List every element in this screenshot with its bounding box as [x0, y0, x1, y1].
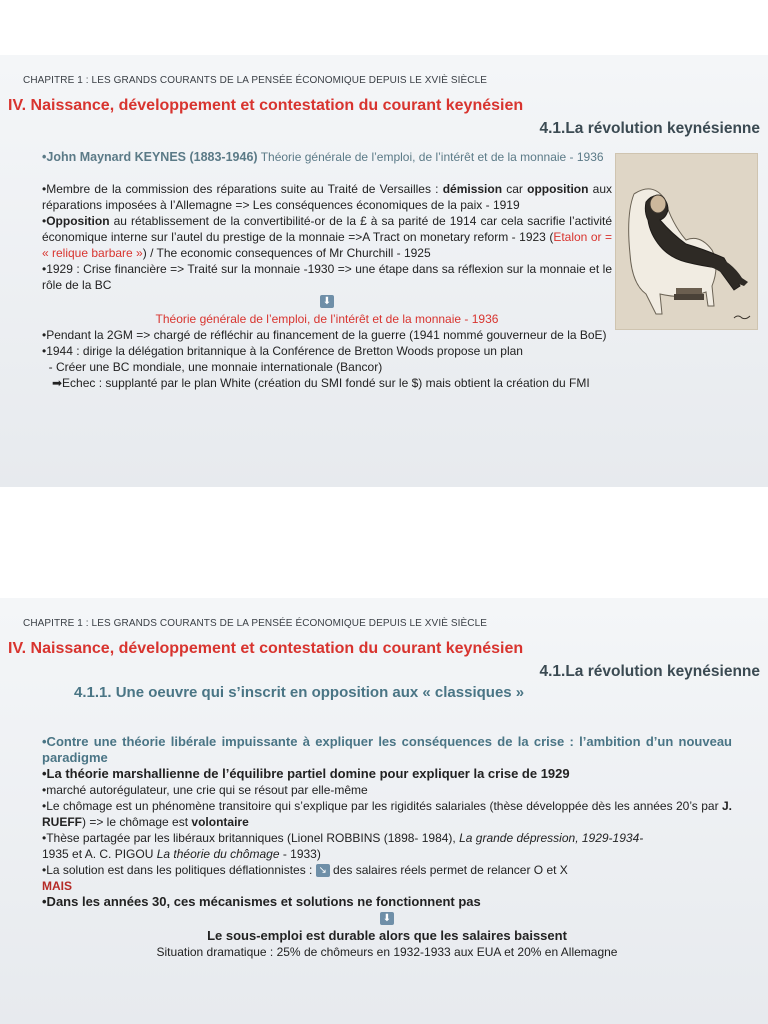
text: 1935 et A. C. PIGOU — [42, 847, 157, 861]
bullet-chomage-transitoire — [42, 798, 732, 830]
arrow-down-icon: ⬇ — [320, 295, 334, 308]
situation-dramatique-line: Situation dramatique : 25% de chômeurs en 1932-1933 aux EUA et 20% en Allemagne — [156, 945, 618, 959]
bullet-deflationnistes — [42, 862, 732, 878]
paragraph-bancor: - Créer une BC mondiale, une monnaie internationale (Bancor) — [42, 360, 383, 374]
text: ) => le chômage est — [82, 815, 192, 829]
arrow-row — [42, 293, 612, 311]
bold-rueff: J. RUEFF — [42, 799, 732, 829]
text: car — [502, 182, 528, 196]
text: •Membre de la commission des réparations suite au Traité de Versailles : — [42, 182, 443, 196]
paragraph-1944: •1944 : dirige la délégation britannique à la Conférence de Bretton Woods propose un plan — [42, 344, 523, 358]
spacer — [42, 165, 612, 181]
chapter-header: CHAPITRE 1 : LES GRANDS COURANTS DE LA PENSÉE ÉCONOMIQUE DEPUIS LE XVIÈ SIÈCLE — [23, 75, 488, 86]
paragraph-reparations — [42, 181, 612, 213]
text: - 1933) — [279, 847, 321, 861]
arrow-down-right-icon: ↘ — [316, 864, 330, 877]
paragraph-1929: •1929 : Crise financière => Traité sur la monnaie -1930 => une étape dans sa réflexion sur la monnaie et le rôle de la BC — [42, 262, 612, 292]
sous-emploi-line: Le sous-emploi est durable alors que les salaires baissent — [207, 928, 567, 943]
bullet-liberaux-britanniques — [42, 830, 732, 862]
bold-demission: démission — [442, 182, 503, 196]
italic-grande-depression: La grande dépression, 1929-1934- — [459, 831, 644, 845]
paragraph-convertibilite — [42, 213, 612, 261]
text: au rétablissement de la convertibilité-or de la £ à sa parité de 1914 car cela sacrifie l’activité économique interne sur l’autel du prestige de la monnaie =>A Tract on monetary reform - 1923 ( — [42, 214, 612, 244]
bullet-annees-30: •Dans les années 30, ces mécanismes et solutions ne fonctionnent pas — [42, 894, 481, 909]
keynes-work: Théorie générale de l’emploi, de l’intérêt et de la monnaie - 1936 — [257, 150, 604, 164]
section-title: IV. Naissance, développement et contestation du courant keynésien — [8, 640, 524, 657]
text: •Thèse partagée par les libéraux britanniques (Lionel ROBBINS (1898- 1984), — [42, 831, 460, 845]
subsection-title: 4.1.La révolution keynésienne — [539, 120, 760, 137]
arrow-down-icon: ⬇ — [380, 912, 394, 925]
bullet-marche-autoregulateur: •marché autorégulateur, une crie qui se résout par elle-même — [42, 783, 368, 797]
bullet-nouveau-paradigme: •Contre une théorie libérale impuissante à expliquer les conséquences de la crise : l’ambition d’un nouveau paradigme — [42, 734, 732, 765]
bold-volontaire: volontaire — [191, 815, 249, 829]
theorie-generale-line: Théorie générale de l’emploi, de l’intérêt et de la monnaie - 1936 — [155, 312, 499, 326]
keynes-heading — [42, 149, 612, 165]
subsubsection-title: 4.1.1. Une oeuvre qui s’inscrit en opposition aux « classiques » — [74, 684, 525, 701]
red-etalon-or: Etalon or = « relique barbare » — [42, 230, 612, 260]
keynes-name: •John Maynard KEYNES (1883-1946) — [42, 150, 258, 164]
mais-label: MAIS — [42, 879, 72, 893]
text: des salaires réels permet de relancer O et X — [329, 863, 568, 877]
paragraph-2gm: •Pendant la 2GM => chargé de réfléchir au financement de la guerre (1941 nommé gouverneur de la BoE) — [42, 328, 607, 342]
arrow-row — [42, 910, 732, 928]
text: • — [42, 214, 47, 228]
section-title: IV. Naissance, développement et contestation du courant keynésien — [8, 97, 524, 114]
slide-keynes-biography — [0, 55, 768, 487]
italic-theorie-chomage: La théorie du chômage — [156, 847, 280, 861]
subsection-title: 4.1.La révolution keynésienne — [539, 663, 760, 680]
slide2-body — [42, 734, 732, 960]
chapter-header: CHAPITRE 1 : LES GRANDS COURANTS DE LA PENSÉE ÉCONOMIQUE DEPUIS LE XVIÈ SIÈCLE — [23, 618, 488, 629]
text: ) / The economic consequences of Mr Churchill - 1925 — [142, 246, 431, 260]
bold-opposition: Opposition — [46, 214, 110, 228]
keynes-caricature-drawing — [616, 154, 757, 329]
bold-opposition: opposition — [527, 182, 589, 196]
slide-opposition-classiques — [0, 598, 768, 1024]
text: •La solution est dans les politiques déflationnistes : — [42, 863, 316, 877]
keynes-caricature-image — [615, 153, 758, 330]
paragraph-echec: ➡Echec : supplanté par le plan White (création du SMI fondé sur le $) mais obtient la création du FMI — [52, 376, 590, 390]
text: •Le chômage est un phénomène transitoire qui s’explique par les rigidités salariales (thèse développée dès les années 20’s par — [42, 799, 722, 813]
bullet-marshallienne: •La théorie marshallienne de l’équilibre partiel domine pour expliquer la crise de 1929 — [42, 766, 570, 781]
slide1-body — [42, 149, 612, 391]
text: aux réparations imposées à l’Allemagne => Les conséquences économiques de la paix - 1919 — [42, 182, 612, 212]
